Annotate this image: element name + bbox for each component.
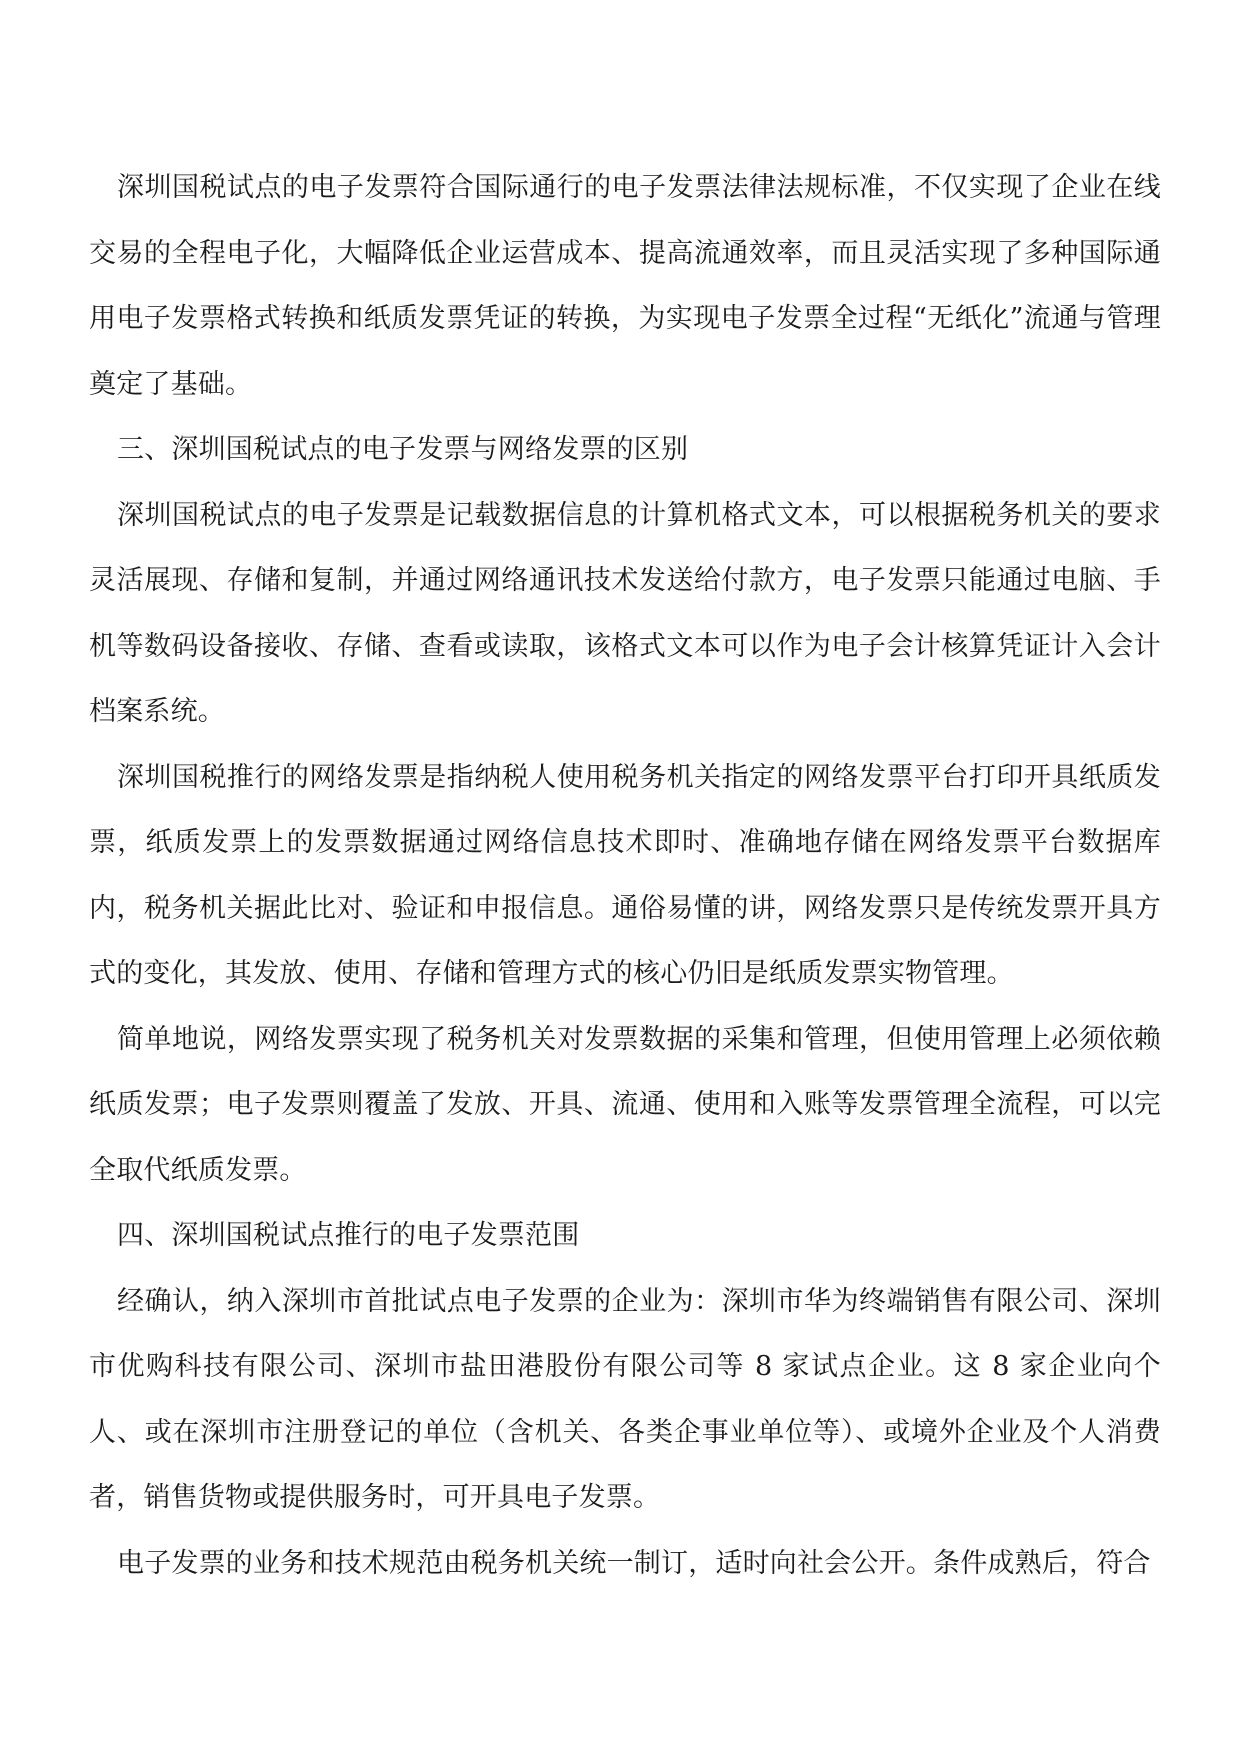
paragraph-electronic-invoice-definition: 深圳国税试点的电子发票是记载数据信息的计算机格式文本，可以根据税务机关的要求灵活展现、存储和复制，并通过网络通讯技术发送给付款方，电子发票只能通过电脑、手机等数码设备接收、存储、查看或读取，该格式文本可以作为电子会计核算凭证计入会计档案系统。 — [89, 499, 1161, 727]
paragraph-pilot-companies: 经确认，纳入深圳市首批试点电子发票的企业为：深圳市华为终端销售有限公司、深圳市优购科技有限公司、深圳市盐田港股份有限公司等 8 家试点企业。这 8 家企业向个人、或在深圳市注册登记的单位（含机关、各类企事业单位等）、或境外企业及个人消费者，销售货物或提供服务时，可开具电子发票。 — [89, 1285, 1161, 1513]
paragraph-paperless-basis: 深圳国税试点的电子发票符合国际通行的电子发票法律法规标准，不仅实现了企业在线交易的全程电子化，大幅降低企业运营成本、提高流通效率，而且灵活实现了多种国际通用电子发票格式转换和纸质发票凭证的转换，为实现电子发票全过程“无纸化”流通与管理奠定了基础。 — [89, 172, 1161, 400]
section-heading-3: 三、深圳国税试点的电子发票与网络发票的区别 — [117, 434, 689, 465]
paragraph-summary-difference: 简单地说，网络发票实现了税务机关对发票数据的采集和管理，但使用管理上必须依赖纸质发票；电子发票则覆盖了发放、开具、流通、使用和入账等发票管理全流程，可以完全取代纸质发票。 — [89, 1023, 1161, 1186]
paragraph-network-invoice-definition: 深圳国税推行的网络发票是指纳税人使用税务机关指定的网络发票平台打印开具纸质发票，纸质发票上的发票数据通过网络信息技术即时、准确地存储在网络发票平台数据库内，税务机关据此比对、验证和申报信息。通俗易懂的讲，网络发票只是传统发票开具方式的变化，其发放、使用、存储和管理方式的核心仍旧是纸质发票实物管理。 — [89, 761, 1161, 989]
paragraph-technical-specification: 电子发票的业务和技术规范由税务机关统一制订，适时向社会公开。条件成熟后，符合 — [117, 1547, 1151, 1579]
document-body — [89, 155, 1161, 1596]
section-heading-4: 四、深圳国税试点推行的电子发票范围 — [117, 1220, 580, 1251]
